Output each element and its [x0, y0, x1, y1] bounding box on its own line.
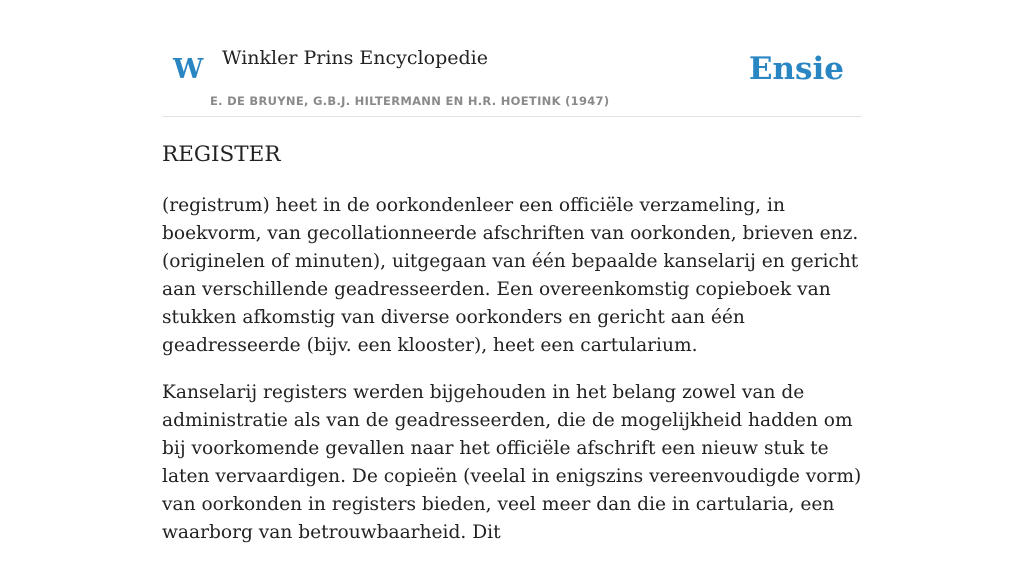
- entry-body: [162, 192, 862, 566]
- brand-logo[interactable]: Ensie: [748, 51, 844, 87]
- entry-title: REGISTER: [162, 142, 281, 167]
- header: [162, 0, 862, 117]
- source-title[interactable]: Winkler Prins Encyclopedie: [222, 47, 488, 69]
- source-logo-icon[interactable]: W: [173, 54, 204, 85]
- entry-paragraph: Kanselarij registers werden bijgehouden in het belang zowel van de administratie als van de geadresseerden, die de mogelijkheid hadden om bij voorkomende gevallen naar het officiële afschrift een nieuw stuk te laten vervaardigen. De copieën (veelal in enigszins vereenvoudigde vorm) van oorkonden in registers bieden, veel meer dan die in cartularia, een waarborg van betrouwbaarheid. Dit: [162, 382, 862, 543]
- entry-paragraph: (registrum) heet in de oorkondenleer een officiële verzameling, in boekvorm, van gecollationneerde afschriften van oorkonden, brieven enz. (originelen of minuten), uitgegaan van één bepaalde kanselarij en gericht aan verschillende geadresseerden. Een overeenkomstig copieboek van stukken afkomstig van diverse oorkonders en gericht aan één geadresseerde (bijv. een klooster), heet een cartularium.: [162, 195, 859, 356]
- source-authors: E. DE BRUYNE, G.B.J. HILTERMANN EN H.R. HOETINK (1947): [210, 94, 610, 108]
